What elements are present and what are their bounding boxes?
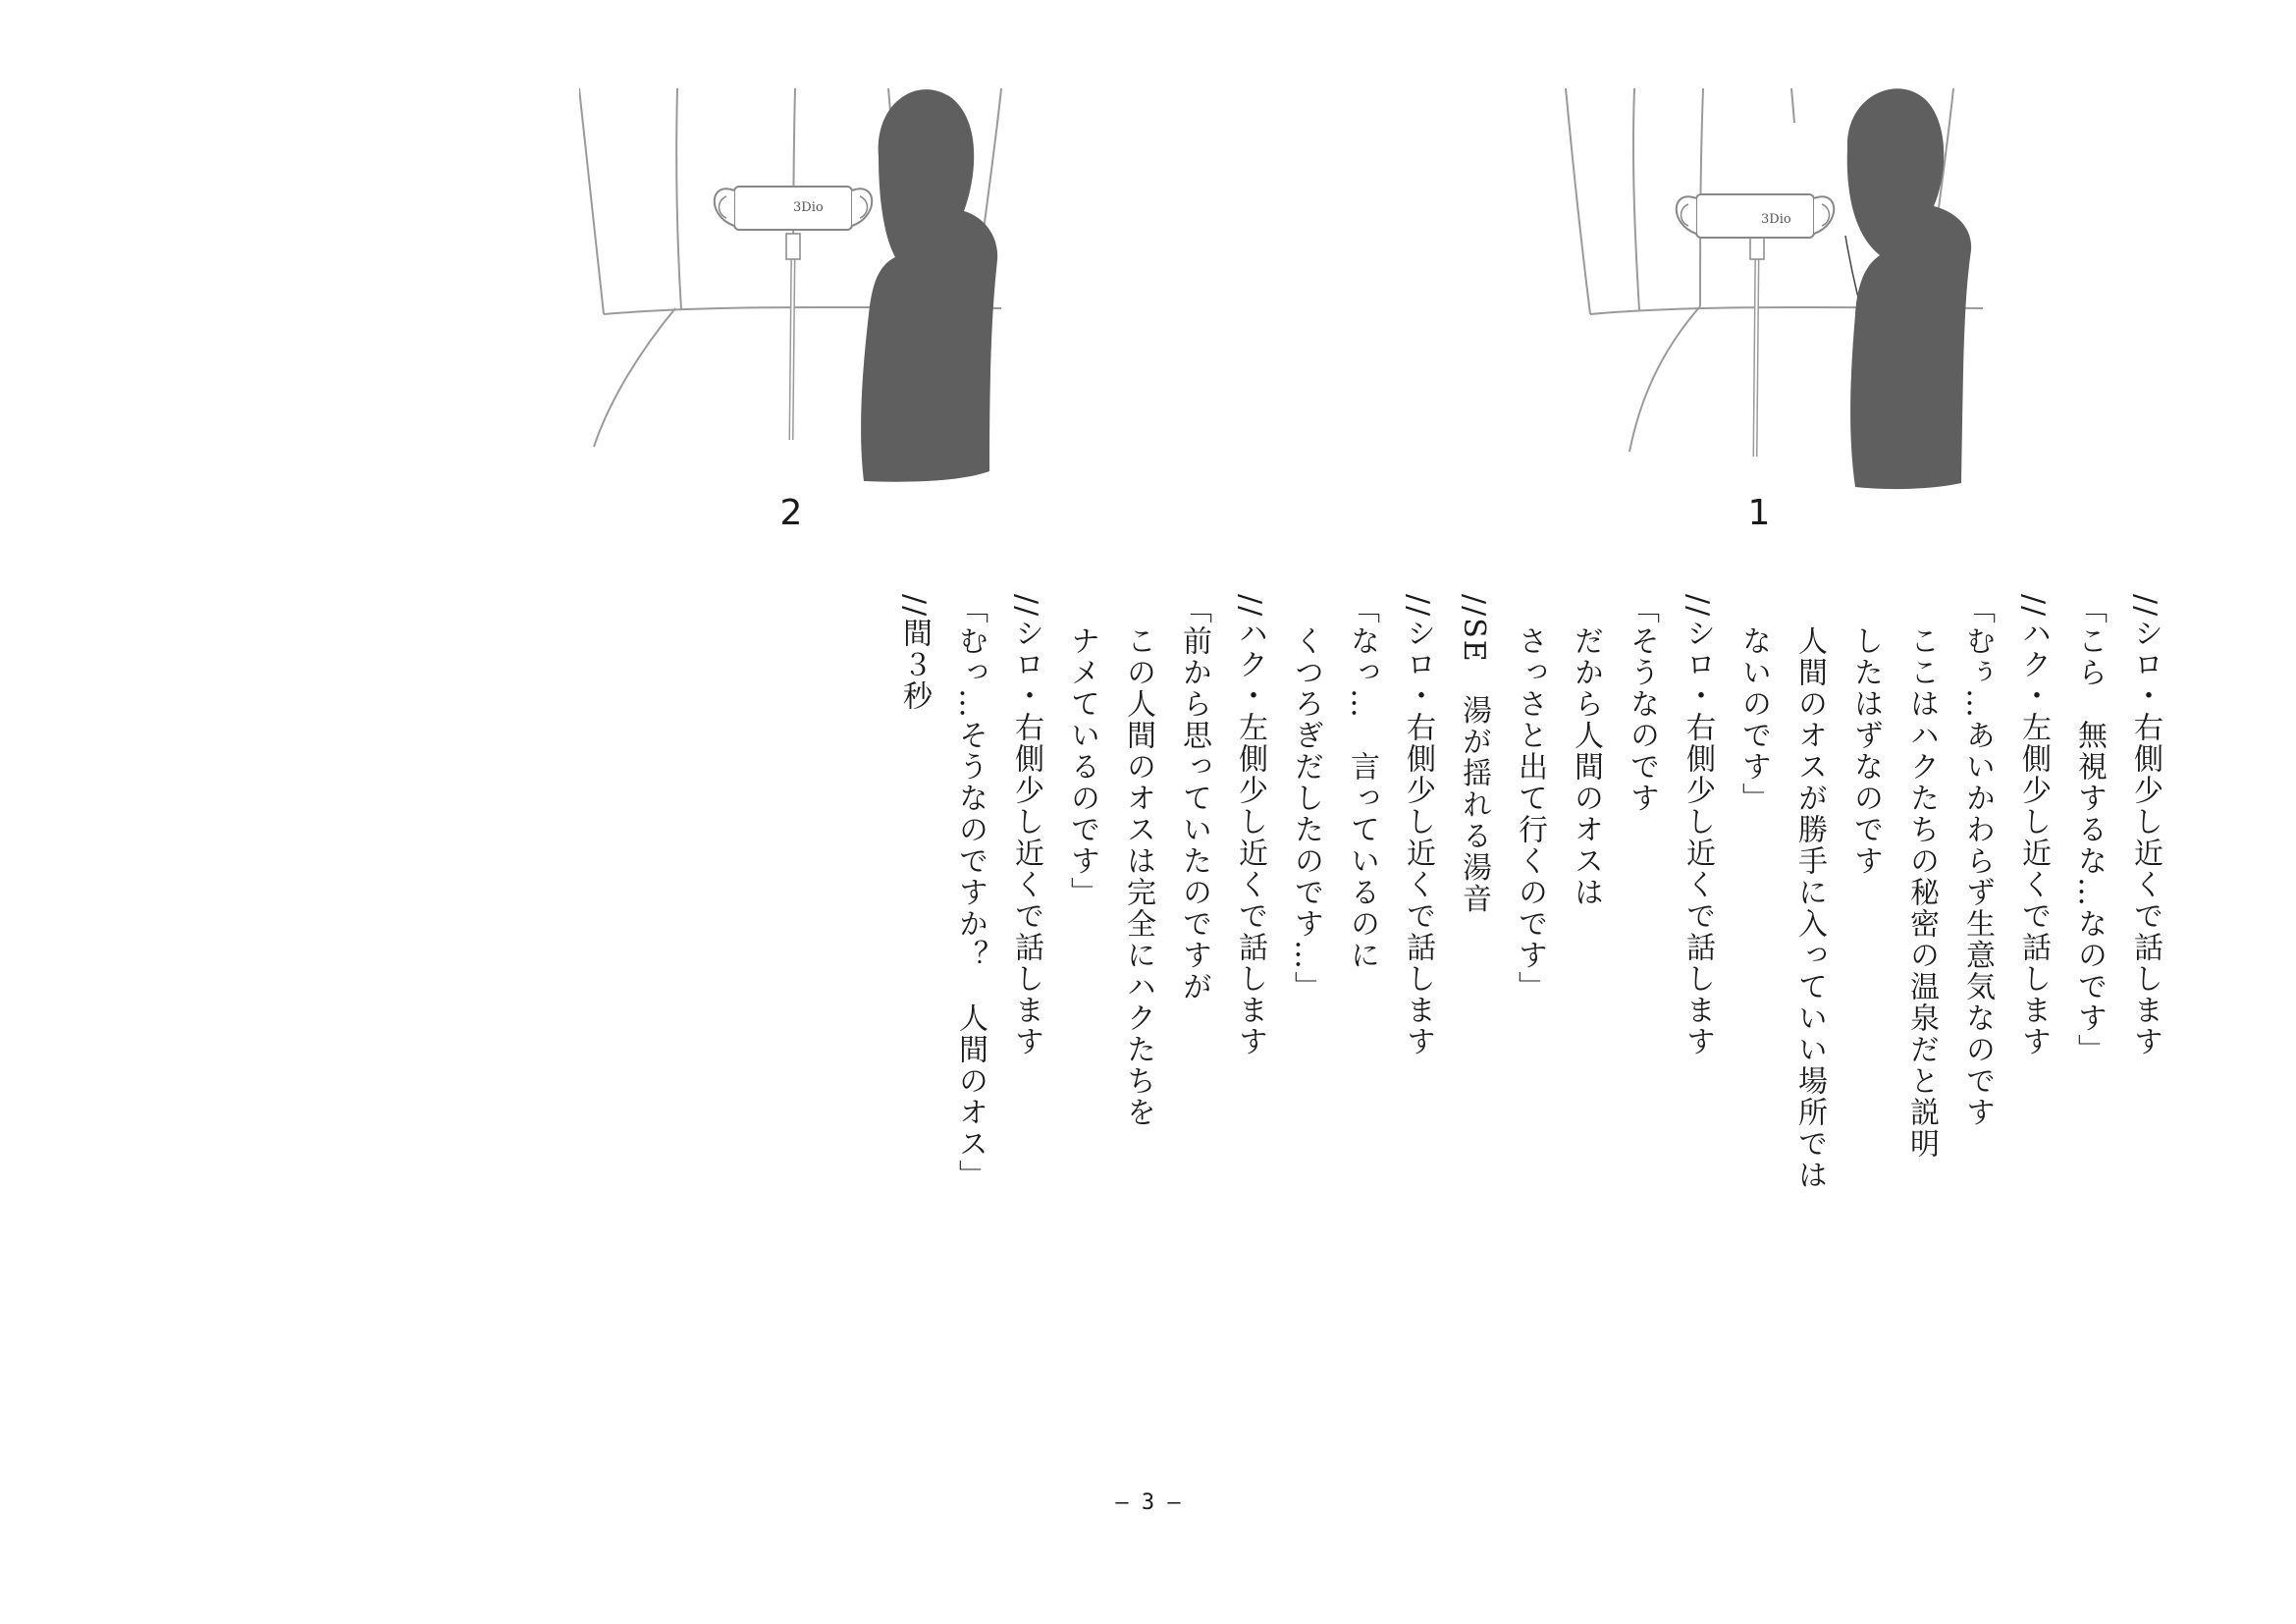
script-line: 「むぅ…あいかわらず生意気なのです <box>1960 594 1995 1128</box>
mic-brand-label: 3Dio <box>1761 212 1791 227</box>
script-line: ここはハクたちの秘密の温泉だと説明 <box>1904 594 1939 1160</box>
script-line: さっさと出て行くのです」 <box>1513 594 1547 1002</box>
script-line: したはずなのです <box>1848 594 1883 877</box>
mic-brand-label: 3Dio <box>793 200 824 215</box>
panel-number-2: 2 <box>779 493 803 533</box>
script-line: //間３秒 <box>897 594 932 713</box>
script-line: //SE 湯が揺れる湯音 <box>1457 594 1491 915</box>
panel-2-illustration <box>579 79 1031 501</box>
binaural-microphone <box>1677 194 1835 457</box>
storyboard-panel-1 <box>1561 79 2012 501</box>
script-line: //シロ・右側少し近くで話します <box>1009 594 1043 1058</box>
script-line: ナメているのです」 <box>1065 594 1099 908</box>
panel-1-illustration <box>1561 79 2012 501</box>
character-silhouette <box>1847 88 1971 489</box>
script-line: 人間のオスが勝手に入っていい場所では <box>1792 594 1827 1191</box>
script-line: この人間のオスは完全にハクたちを <box>1121 594 1155 1128</box>
script-line: //シロ・右側少し近くで話します <box>1401 594 1435 1058</box>
binaural-microphone <box>715 187 873 440</box>
panel-number-1: 1 <box>1747 493 1771 533</box>
script-line: 「前から思っていたのですが <box>1177 594 1211 1002</box>
script-line: 「そうなのです <box>1625 594 1659 814</box>
script-line: //シロ・右側少し近くで話します <box>2128 594 2163 1058</box>
script-line: 「こら 無視するな…なのです」 <box>2072 594 2107 1065</box>
page-number: ― 3 ― <box>1115 1490 1181 1515</box>
script-line: ないのです」 <box>1736 594 1771 814</box>
script-line: 「むっ…そうなのですか？ 人間のオス」 <box>953 594 988 1191</box>
vertical-script-text <box>886 594 2173 1497</box>
script-line: //ハク・左側少し近くで話します <box>1233 594 1267 1058</box>
character-silhouette <box>861 89 997 482</box>
script-line: //シロ・右側少し近くで話します <box>1681 594 1715 1058</box>
script-line: くつろぎだしたのです…」 <box>1289 594 1323 1002</box>
storyboard-panel-2 <box>579 79 1031 501</box>
script-line: //ハク・左側少し近くで話します <box>2016 594 2051 1058</box>
script-line: だから人間のオスは <box>1569 594 1603 908</box>
script-line: 「なっ… 言っているのに <box>1345 594 1379 971</box>
